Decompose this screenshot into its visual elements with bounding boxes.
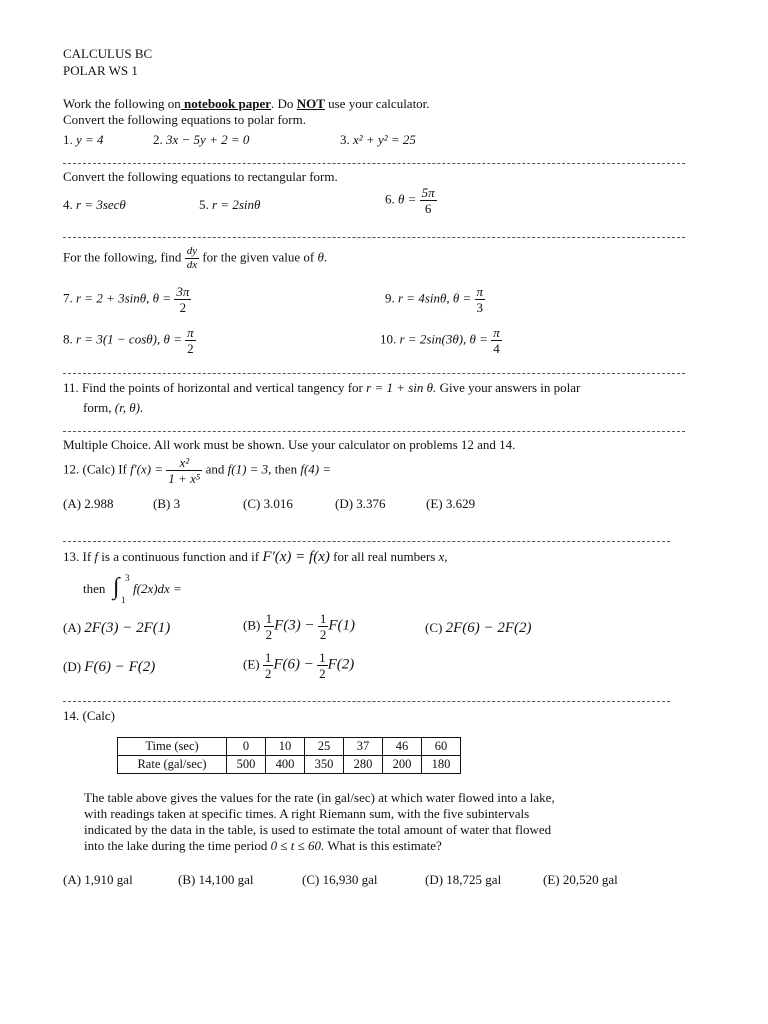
problem-4 [63,198,126,211]
fraction-denominator: 2 [319,627,327,642]
worksheet-title: POLAR WS 1 [63,63,138,78]
divider [63,373,685,374]
choice-13d [63,660,155,675]
problem-14-text: with readings taken at specific times. A right Riemann sum, with the five subintervals [84,806,530,821]
problem-11-line1 [63,381,580,394]
problem-expression: θ = [398,191,417,207]
choice-e: (E) 3.629 [426,496,476,511]
choice-14a: (A) 1,910 gal [63,872,133,887]
problem-expression: y = 4 [76,132,104,147]
problem-8 [63,326,196,355]
rect-instruction: Convert the following equations to rectangular form. [63,169,338,184]
table-cell: 350 [305,756,344,774]
fraction [264,612,275,641]
choice-a: (A) 2.988 [63,496,114,511]
instruction-emphasis: NOT [296,96,325,111]
problem-14-text [84,839,442,852]
choice-label: (B) [243,617,261,633]
rate-table [117,737,461,774]
problem-2 [153,133,249,146]
integral-upper-limit: 3 [125,573,130,583]
problem-6 [385,186,437,215]
mc-instruction: Multiple Choice. All work must be shown. Use your calculator on problems 12 and 14. [63,437,516,452]
choice-expression: F(6) − F(2) [84,659,156,675]
problem-expression: f(4) = [300,461,332,477]
choice-14c: (C) 16,930 gal [302,872,378,887]
table-cell: 280 [344,756,383,774]
problem-text: form, [83,400,112,415]
table-cell: 0 [227,738,266,756]
choice-d: (D) 3.376 [335,496,386,511]
problem-text: and [205,461,225,477]
problem-text: 11. Find the points of horizontal and vertical tangency for [63,380,363,395]
divider [63,431,685,432]
table-row [118,738,461,756]
problem-text: into the lake during the time period [84,838,268,853]
dy-dx-fraction [185,246,199,271]
problem-text: for all real numbers [333,549,436,564]
problem-text: 13. If [63,549,92,564]
fraction [185,326,196,355]
problem-number: 10. [380,331,397,347]
instruction-part: . Do [271,96,297,111]
problem-expression: f [94,549,99,564]
problem-14-text: indicated by the data in the table, is used to estimate the total amount of water that flowed [84,822,552,837]
problem-expression: 3x − 5y + 2 = 0 [166,132,250,147]
table-cell: 200 [383,756,422,774]
integral-sign-icon: ∫ [113,574,120,600]
problem-number: 9. [385,290,395,306]
fraction-numerator: 3π [176,284,190,299]
choice-b: (B) 3 [153,496,181,511]
problem-expression: r = 1 + sin θ. [366,380,437,395]
fraction-denominator: 1 + x⁵ [168,471,201,486]
choice-13c [425,621,532,636]
fraction-denominator: 6 [424,201,432,216]
choice-expression: 2F(6) − 2F(2) [445,620,532,636]
problem-14-label: 14. (Calc) [63,708,115,723]
course-title: CALCULUS BC [63,46,153,61]
problem-expression: f′(x) = [130,461,164,477]
choice-c: (C) 3.016 [243,496,293,511]
choice-expression: F(3) − [274,617,315,634]
problem-number: 1. [63,132,73,147]
problem-text: then [274,461,298,477]
problem-expression: r = 2sin(3θ), θ = [399,331,488,347]
fraction-denominator: 2 [264,666,272,681]
problem-text: is a continuous function and if [101,549,260,564]
problem-expression: r = 3secθ [76,197,126,212]
fraction [491,326,502,355]
table-cell: 500 [227,756,266,774]
choice-label: (A) [63,620,82,635]
divider [63,163,685,164]
table-cell: 180 [422,756,461,774]
instruction-emphasis: notebook paper [180,96,272,111]
problem-text: What is this estimate? [327,838,442,853]
fraction-numerator: 5π [421,185,435,200]
fraction-denominator: 4 [493,341,500,356]
instruction-part: For the following, find [63,249,182,265]
choice-13e [243,651,354,680]
fraction-numerator: x² [166,456,202,471]
problem-expression: r = 2 + 3sinθ, θ = [76,290,172,306]
choice-13a [63,621,170,636]
polar-instruction: Convert the following equations to polar form. [63,112,306,127]
problem-9 [385,285,485,314]
choice-14e: (E) 20,520 gal [543,872,618,887]
fraction-denominator: dx [186,259,198,271]
fraction [317,651,328,680]
fraction-denominator: 2 [179,300,187,315]
choice-14b: (B) 14,100 gal [178,872,254,887]
problem-1 [63,133,104,146]
table-cell: 25 [305,738,344,756]
problem-number: 3. [340,132,350,147]
problem-number: 2. [153,132,163,147]
choice-label: (C) [425,620,443,635]
divider [63,701,670,702]
fraction-numerator: 1 [319,650,326,665]
problem-expression: r = 3(1 − cosθ), θ = [76,331,182,347]
problem-12 [63,456,331,485]
problem-number: 4. [63,197,73,212]
instruction-part: for the given value of [202,249,315,265]
fraction-numerator: 1 [319,611,327,626]
instruction-part: Work the following on [63,96,181,111]
choice-13b [243,612,355,641]
choice-label: (E) [243,656,260,672]
instruction-line [63,97,430,110]
problem-expression: (r, θ). [114,400,144,415]
choice-expression: F(6) − [273,656,314,673]
choice-expression: F(2) [327,656,355,673]
problem-number: 5. [199,197,209,212]
choice-14d: (D) 18,725 gal [425,872,502,887]
problem-13 [63,550,448,565]
fraction-numerator: π [187,325,194,340]
deriv-instruction [63,246,327,271]
problem-5 [199,198,260,211]
problem-7 [63,285,191,314]
table-cell: 46 [383,738,422,756]
choice-expression: 2F(3) − 2F(1) [84,620,171,636]
fraction [166,456,202,485]
choice-expression: F(1) [328,617,356,634]
fraction-numerator: dy [186,245,198,257]
fraction [318,612,329,641]
instruction-part: . [323,249,328,265]
table-cell: 10 [266,738,305,756]
problem-expression: f(1) = 3, [227,461,272,477]
problem-11-line2 [83,401,143,414]
problem-number: 8. [63,331,73,347]
fraction [174,285,191,314]
fraction [420,186,437,215]
fraction-denominator: 2 [319,666,326,681]
table-cell: 37 [344,738,383,756]
integrand: f(2x)dx = [133,581,182,596]
problem-expression: x, [438,549,448,564]
problem-10 [380,326,502,355]
fraction-numerator: 1 [264,650,272,665]
problem-3 [340,133,416,146]
fraction-denominator: 2 [265,627,273,642]
table-row [118,756,461,774]
problem-expression: x² + y² = 25 [353,132,416,147]
fraction-numerator: π [493,325,500,340]
divider [63,237,685,238]
problem-text: 12. (Calc) If [63,461,127,477]
integral-lower-limit: 1 [121,595,126,605]
problem-14-text: The table above gives the values for the rate (in gal/sec) at which water flowed into a lake, [84,790,555,805]
problem-expression: F′(x) = f(x) [262,549,330,565]
problem-expression: 0 ≤ t ≤ 60. [270,838,325,853]
table-header: Time (sec) [118,738,227,756]
problem-text: Give your answers in polar [439,380,581,395]
problem-expression: r = 4sinθ, θ = [398,290,472,306]
table-header: Rate (gal/sec) [118,756,227,774]
theta-symbol: θ [317,249,324,265]
choice-label: (D) [63,659,82,674]
divider [63,541,670,542]
problem-number: 6. [385,191,395,207]
instruction-part: use your calculator. [324,96,430,111]
fraction [475,285,486,314]
fraction [263,651,274,680]
table-cell: 400 [266,756,305,774]
fraction-numerator: 1 [265,611,273,626]
problem-number: 7. [63,290,73,306]
table-cell: 60 [422,738,461,756]
problem-text: then [83,581,106,596]
fraction-denominator: 2 [187,341,194,356]
problem-expression: r = 2sinθ [212,197,261,212]
fraction-numerator: π [476,284,484,299]
fraction-denominator: 3 [476,300,484,315]
